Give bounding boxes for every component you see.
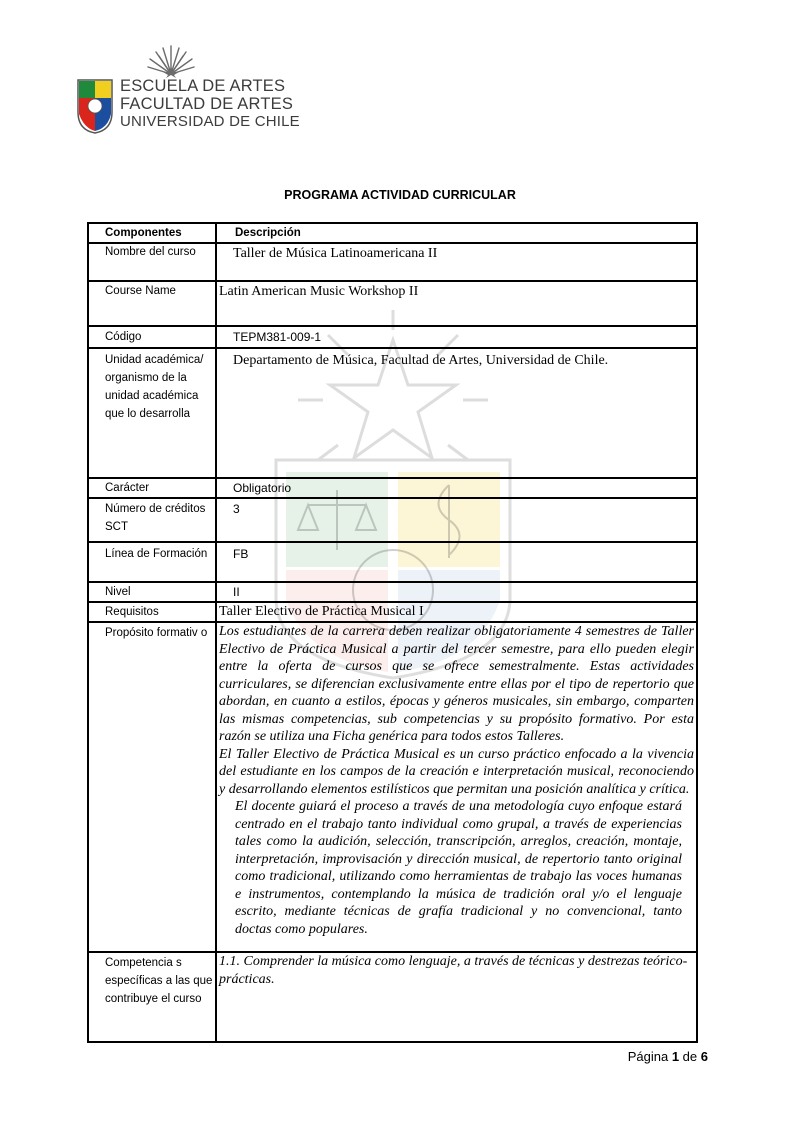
page-title: PROGRAMA ACTIVIDAD CURRICULAR [284, 188, 516, 202]
row-unidad [88, 348, 697, 478]
page-of: de [682, 1049, 698, 1064]
label-creditos: Número de créditos SCT [88, 498, 216, 542]
value-unidad: Departamento de Música, Facultad de Artes, Universidad de Chile. [216, 348, 697, 478]
label-linea: Línea de Formación [88, 542, 216, 582]
label-competencias: Competencia s específicas a las que contribuye el curso [88, 952, 216, 1042]
value-linea: FB [216, 542, 697, 582]
row-linea [88, 542, 697, 582]
value-nombre: Taller de Música Latinoamericana II [216, 243, 697, 281]
row-caracter [88, 478, 697, 498]
course-table [87, 222, 698, 1043]
value-requisitos: Taller Electivo de Práctica Musical I [216, 602, 697, 622]
value-codigo: TEPM381-009-1 [216, 326, 697, 348]
row-codigo [88, 326, 697, 348]
row-proposito [88, 622, 697, 952]
label-unidad: Unidad académica/ organismo de la unidad académica que lo desarrolla [88, 348, 216, 478]
sunburst-icon [146, 44, 196, 78]
proposito-paragraph-2: El Taller Electivo de Práctica Musical es un curso práctico enfocado a la vivencia del estudiante en los campos de la creación e interpretación musical, reconociendo y desarrollando elementos estilísticos que permitan una posición analítica y crítica. [219, 746, 694, 797]
label-nombre: Nombre del curso [88, 243, 216, 281]
row-nivel [88, 582, 697, 602]
label-codigo: Código [88, 326, 216, 348]
row-competencias [88, 952, 697, 1042]
page-word: Página [627, 1049, 669, 1064]
page-total: 6 [700, 1049, 708, 1064]
shield-icon [76, 78, 114, 134]
proposito-paragraph-1: Los estudiantes de la carrera deben realizar obligatoriamente 4 semestres de Taller Electivo de Práctica Musical a partir del tercer semestre, para ello pueden elegir entre la oferta de cursos que se ofrece semestralmente. Estas actividades curriculares, se diferencian exclusivamente entre ellas por el tipo de repertorio que abordan, en cuanto a estilos, épocas y géneros musicales, sin embargo, comparten las mismas competencias, sub competencias y su propósito formativo. Por esta razón se utiliza una Ficha genérica para todos estos Talleres. [219, 624, 694, 744]
proposito-paragraph-3: El docente guiará el proceso a través de una metodología cuyo enfoque estará centrado en el trabajo tanto individual como grupal, a través de experiencias tales como la audición, selección, transcripción, arreglos, creación, montaje, interpretación, improvisación y dirección musical, de repertorio tanto original como tradicional, utilizando como herramientas de trabajo las voces humanas e instrumentos, contemplando la música de tradición oral y/o el lenguaje escrito, mediante técnicas de grafía tradicional y no convencional, tanto doctas como populares. [235, 799, 682, 937]
value-course-name: Latin American Music Workshop II [216, 281, 697, 326]
label-course-name: Course Name [88, 281, 216, 326]
row-creditos [88, 498, 697, 542]
university-logo [76, 44, 300, 134]
value-caracter: Obligatorio [216, 478, 697, 498]
label-nivel: Nivel [88, 582, 216, 602]
value-nivel: II [216, 582, 697, 602]
logo-line-university: UNIVERSIDAD DE CHILE [120, 113, 300, 130]
value-competencias: 1.1. Comprender la música como lenguaje, a través de técnicas y destrezas teórico-prácticas. [216, 952, 697, 1042]
page-number [628, 1049, 708, 1064]
header-components: Componentes [88, 223, 216, 243]
table-header-row [88, 223, 697, 243]
header-description: Descripción [216, 223, 697, 243]
logo-line-school: ESCUELA DE ARTES [120, 77, 286, 95]
row-course-name [88, 281, 697, 326]
page-current: 1 [671, 1049, 680, 1064]
row-requisitos [88, 602, 697, 622]
label-requisitos: Requisitos [88, 602, 216, 622]
value-creditos: 3 [216, 498, 697, 542]
label-caracter: Carácter [88, 478, 216, 498]
logo-line-faculty: FACULTAD DE ARTES [120, 95, 294, 113]
row-nombre [88, 243, 697, 281]
value-proposito [216, 622, 697, 952]
label-proposito: Propósito formativ o [88, 622, 216, 952]
